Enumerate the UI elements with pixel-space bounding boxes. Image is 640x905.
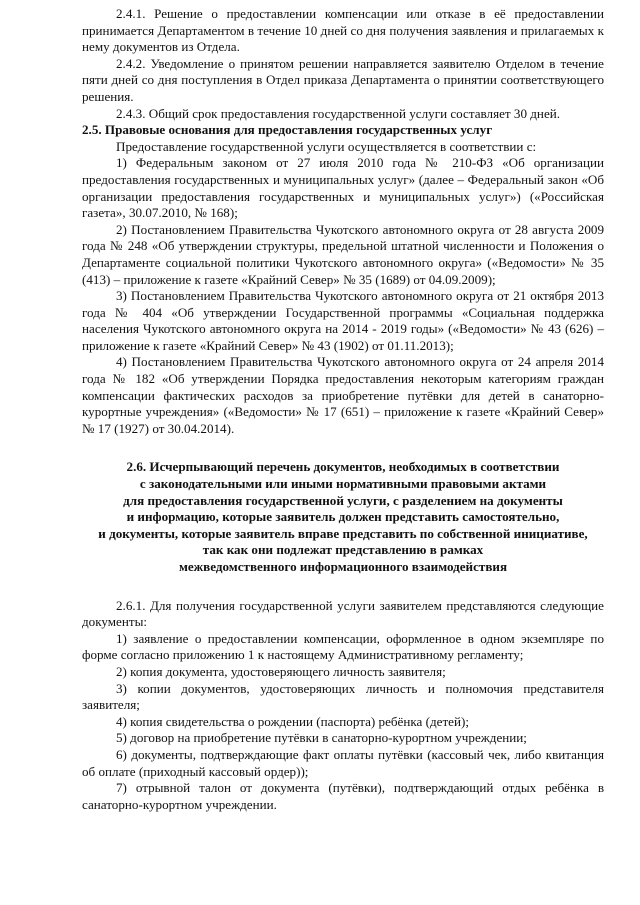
paragraph-2-4-1: 2.4.1. Решение о предоставлении компенсации или отказе в её предоставлении принимается Департаментом в течение 10 дней со дня получения заявления и прилагаемых к нему документов из Отдела.	[82, 6, 604, 55]
list-item-document-2: 2) копия документа, удостоверяющего личность заявителя;	[116, 663, 446, 679]
paragraph-2-4-3: 2.4.3. Общий срок предоставления государственной услуги составляет 30 дней.	[116, 105, 561, 121]
list-item-document-1: 1) заявление о предоставлении компенсации, оформленное в одном экземпляре по форме согласно приложению 1 к настоящему Административному регламенту;	[82, 630, 604, 663]
heading-line: и информацию, которые заявитель должен представить самостоятельно,	[126, 509, 560, 525]
section-2-6-heading	[82, 459, 604, 575]
heading-line: с законодательными или иными нормативными правовыми актами	[139, 476, 547, 492]
list-item-legal-3: 3) Постановлением Правительства Чукотского автономного округа от 21 октября 2013 года № 404 «Об утверждении Государственной программы «Социальная поддержка населения Чукотского автономного округа на 2014 - 2019 годы» («Ведомости» № 43 (626) – приложение к газете «Крайний Север» № 43 (1902) от 01.11.2013);	[82, 288, 604, 353]
heading-line: так как они подлежат представлению в рамках	[202, 542, 484, 558]
list-item-document-6: 6) документы, подтверждающие факт оплаты путёвки (кассовый чек, либо квитанция об оплате (приходный кассовый ордер));	[82, 746, 604, 779]
list-item-document-5: 5) договор на приобретение путёвки в санаторно-курортном учреждении;	[116, 730, 527, 746]
list-item-legal-1: 1) Федеральным законом от 27 июля 2010 года № 210-ФЗ «Об организации предоставления государственных и муниципальных услуг» (далее – Федеральный закон «Об организации предоставления государственных и муниципальных услуг») («Российская газета», 30.07.2010, № 168);	[82, 155, 604, 221]
section-2-5-heading: 2.5. Правовые основания для предоставления государственных услуг	[82, 122, 493, 138]
heading-line: межведомственного информационного взаимодействия	[178, 559, 508, 574]
list-item-document-7: 7) отрывной талон от документа (путёвки), подтверждающий отдых ребёнка в санаторно-курортном учреждении.	[82, 780, 604, 812]
section-2-5-intro: Предоставление государственной услуги осуществляется в соответствии с:	[116, 138, 537, 154]
heading-line: 2.6. Исчерпывающий перечень документов, необходимых в соответствии	[126, 459, 560, 475]
list-item-document-3: 3) копии документов, удостоверяющих личность и полномочия представителя заявителя;	[82, 680, 604, 713]
list-item-document-4: 4) копия свидетельства о рождении (паспорта) ребёнка (детей);	[116, 713, 469, 729]
list-item-legal-4: 4) Постановлением Правительства Чукотского автономного округа от 24 апреля 2014 года № 182 «Об утверждении Порядка предоставления некоторым категориям граждан компенсации фактических расходов за приобретение путёвки для детей в санаторно-курортные учреждения» («Ведомости» № 17 (651) – приложение к газете «Крайний Север» № 17 (1927) от 30.04.2014).	[82, 354, 604, 436]
heading-line: для предоставления государственной услуги, с разделением на документы	[123, 492, 563, 508]
paragraph-2-6-1: 2.6.1. Для получения государственной услуги заявителем представляются следующие документы:	[82, 597, 604, 630]
paragraph-2-4-2: 2.4.2. Уведомление о принятом решении направляется заявителю Отделом в течение пяти дней со дня поступления в Отдел приказа Департамента о принятии соответствующего решения.	[82, 55, 604, 104]
list-item-legal-2: 2) Постановлением Правительства Чукотского автономного округа от 28 августа 2009 года № 248 «Об утверждении структуры, предельной штатной численности и Положения о Департаменте социальной политики Чукотского автономного округа» («Ведомости» № 35 (413) – приложение к газете «Крайний Север» № 35 (1689) от 04.09.2009);	[82, 221, 604, 287]
heading-line: и документы, которые заявитель вправе представить по собственной инициативе,	[98, 525, 588, 541]
